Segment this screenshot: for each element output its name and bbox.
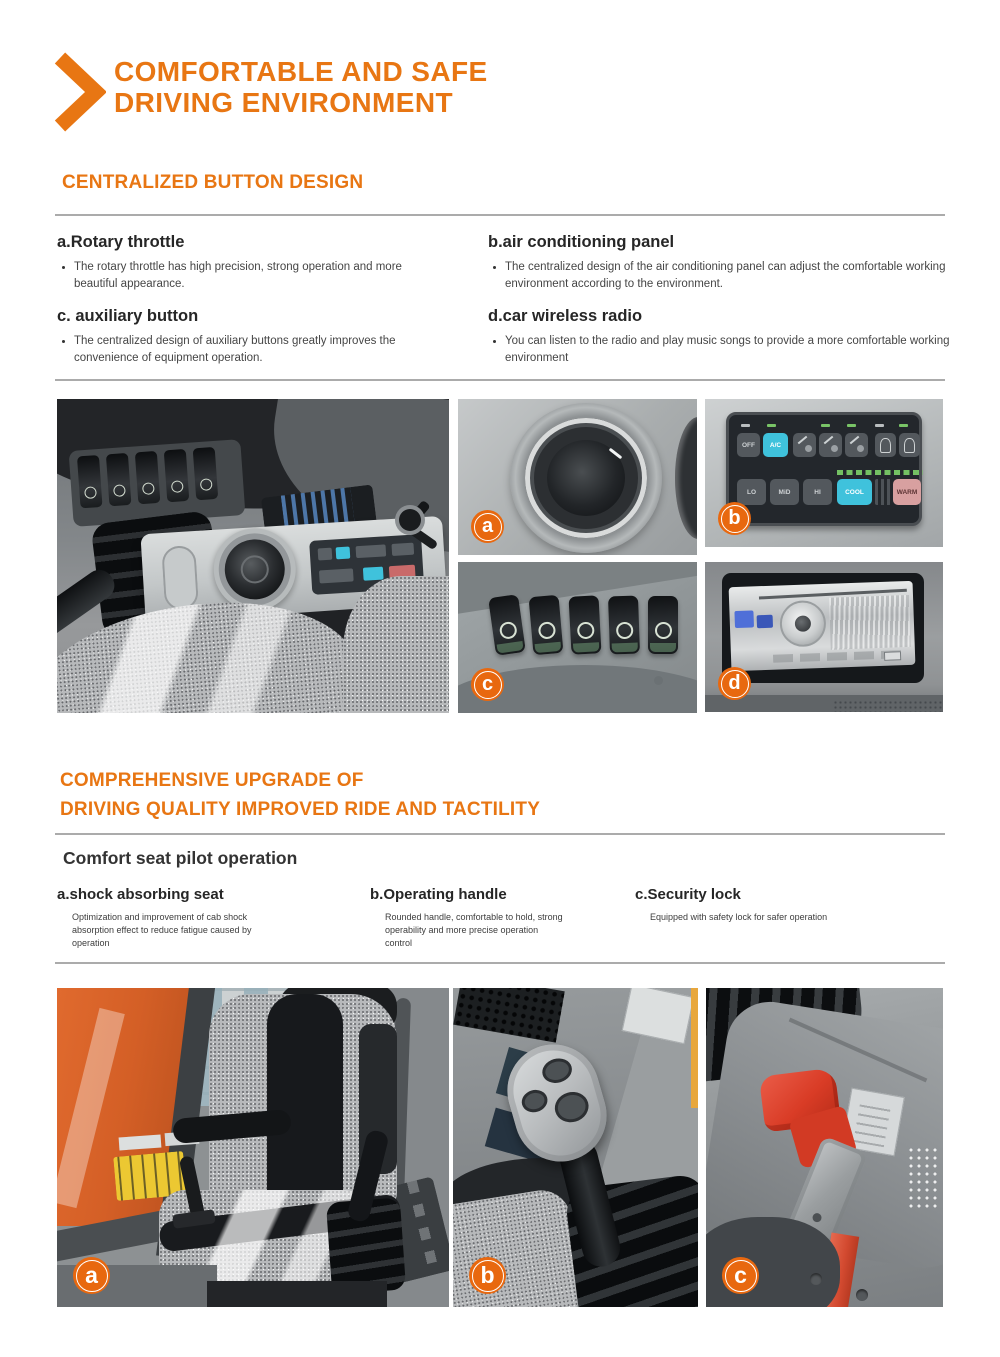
auxiliary-switch [488, 594, 526, 656]
vent-mode-button [845, 433, 868, 457]
radio-button-blue [734, 610, 754, 628]
section1-photo-grid [0, 399, 1000, 713]
joystick-button [539, 1055, 574, 1086]
photo-security-lock [706, 988, 943, 1307]
panel-screw [654, 676, 663, 685]
usb-port [884, 651, 901, 661]
window-edge [691, 988, 698, 1108]
ignition-keys [391, 499, 437, 559]
radio-bezel [722, 573, 924, 683]
temperature-meter [837, 470, 923, 475]
photo-ac-panel [705, 399, 943, 547]
fan-hi-button: HI [803, 479, 832, 505]
photo-badge-a: a [73, 1257, 110, 1294]
joystick-button [519, 1087, 550, 1115]
ac-button-off: OFF [737, 433, 760, 457]
defrost-button [899, 433, 920, 457]
vent-mode-button [793, 433, 816, 457]
feature-desc: • You can listen to the radio and play music songs to provide a more comfortable working environment [505, 333, 968, 366]
water-drips [907, 1146, 941, 1210]
section2-heading-line1: COMPREHENSIVE UPGRADE OF [60, 770, 364, 791]
feature-ac-panel [488, 233, 968, 292]
warm-button: WARM [893, 479, 921, 505]
rocker-switch [164, 449, 190, 502]
console-slot [161, 545, 199, 611]
divider [55, 214, 945, 216]
divider [55, 379, 945, 381]
cool-button: COOL [837, 479, 872, 505]
section2-photo-grid [0, 988, 1000, 1307]
feature-title: d.car wireless radio [488, 307, 643, 325]
floor-bolt [810, 1273, 822, 1285]
feature-desc: • The centralized design of auxiliary buttons greatly improves the convenience of equipment operation. [74, 333, 440, 366]
floor-bolt [856, 1289, 868, 1301]
seat-center-stripe [267, 994, 343, 1209]
radio-faceplate [729, 581, 916, 671]
radio-volume-knob [779, 600, 827, 648]
vent-mode-button [819, 433, 842, 457]
photo-badge-c: c [471, 668, 504, 701]
feature-desc: Equipped with safety lock for safer operation [650, 912, 828, 922]
fan-mid-button: MiD [770, 479, 799, 505]
feature-title: c.Security lock [635, 886, 741, 903]
section2-heading [60, 766, 540, 824]
rocker-switch [135, 451, 161, 504]
feature-title: a.shock absorbing seat [57, 886, 224, 903]
feature-title: a.Rotary throttle [57, 233, 185, 251]
divider [55, 962, 945, 964]
photo-badge-d: d [718, 667, 751, 700]
photo-operating-handle [453, 988, 698, 1307]
page-title [114, 56, 488, 118]
seat-cushion-corner [453, 1186, 586, 1307]
feature-desc: Optimization and improvement of cab shock absorption effect to reduce fatigue caused by operation [72, 912, 252, 948]
photo-car-radio [705, 562, 943, 712]
auxiliary-switch [569, 595, 602, 654]
ignition-switch [399, 509, 421, 531]
auxiliary-switch [648, 596, 678, 654]
rotary-throttle-knob [223, 538, 287, 602]
photo-badge-a: a [471, 510, 504, 543]
defrost-button [875, 433, 896, 457]
photo-console-overview [57, 399, 449, 713]
feature-desc: • The rotary throttle has high precision, strong operation and more beautiful appearance. [74, 259, 440, 292]
feature-desc: Rounded handle, comfortable to hold, strong operability and more precise operation control [385, 912, 563, 948]
feature-rotary-throttle [57, 233, 488, 292]
section2-heading-line2: DRIVING QUALITY IMPROVED RIDE AND TACTILITY [60, 799, 541, 820]
feature-shock-absorbing-seat [57, 886, 284, 950]
knob-outer-ring [510, 403, 662, 553]
panel-edge [675, 417, 697, 539]
radio-button-blue [757, 615, 773, 629]
auxiliary-switch-row [492, 596, 678, 654]
feature-auxiliary-button [57, 307, 488, 366]
section1-heading: CENTRALIZED BUTTON DESIGN [62, 172, 364, 193]
rocker-switch [106, 453, 132, 506]
feature-title: b.air conditioning panel [488, 233, 675, 251]
page-title-line2: DRIVING ENVIRONMENT [114, 87, 453, 118]
feature-desc: • The centralized design of the air conditioning panel can adjust the comfortable working environment according to the environment. [505, 259, 968, 292]
rocker-switch [77, 455, 103, 508]
photo-cab-seat [57, 988, 449, 1307]
joystick-button [551, 1088, 592, 1126]
ac-control-panel [726, 412, 922, 526]
temp-slider-bars [875, 479, 891, 505]
fan-lo-button: LO [737, 479, 766, 505]
brushed-metal [829, 595, 911, 650]
section2-subheading: Comfort seat pilot operation [63, 848, 298, 868]
photo-badge-c: c [722, 1257, 759, 1294]
feature-wireless-radio [488, 307, 968, 366]
knob-chrome-ring [525, 418, 647, 538]
chevron-icon [54, 52, 106, 132]
feature-operating-handle [370, 886, 565, 950]
switch-bank [69, 439, 246, 527]
ac-button-ac: A/C [763, 433, 788, 457]
lock-arm-screw [811, 1212, 823, 1224]
feature-title: c. auxiliary button [57, 307, 199, 325]
photo-badge-b: b [718, 502, 751, 535]
feature-security-lock [635, 886, 875, 924]
auxiliary-switch [608, 595, 640, 654]
divider [55, 833, 945, 835]
dashboard-texture [833, 700, 943, 712]
rocker-switch [193, 447, 219, 500]
photo-rotary-throttle [458, 399, 697, 555]
feature-title: b.Operating handle [370, 886, 507, 903]
section1-features [57, 233, 968, 366]
auxiliary-switch [529, 595, 564, 655]
page-title-line1: COMFORTABLE AND SAFE [114, 56, 488, 87]
seat-shadow [207, 1281, 387, 1307]
photo-badge-b: b [469, 1257, 506, 1294]
photo-auxiliary-buttons [458, 562, 697, 713]
